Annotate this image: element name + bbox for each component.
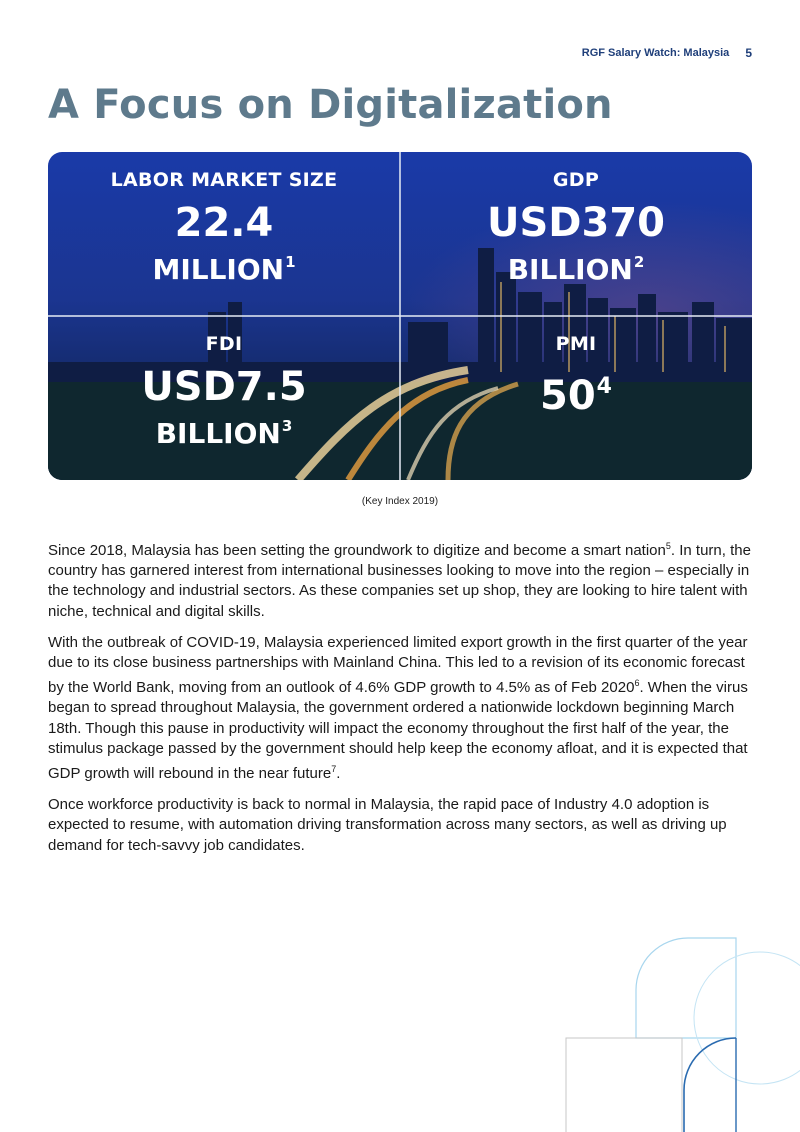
stat-value: USD7.5 bbox=[141, 364, 307, 410]
text-run: . bbox=[336, 765, 341, 783]
key-stats-panel bbox=[48, 152, 752, 480]
decorative-shapes bbox=[560, 930, 800, 1132]
paragraph bbox=[48, 633, 752, 784]
stat-value-line bbox=[400, 365, 752, 418]
text-run: . In turn, the country has garnered interest from international businesses looking to move into the region – especially in the technology and industrial sectors. As these companies set up shop, they are looking to hire talent with niche, technical and digital skills. bbox=[48, 542, 751, 620]
stat-unit: MILLION bbox=[152, 253, 285, 286]
stat-unit-line bbox=[48, 409, 400, 451]
stat-pmi bbox=[400, 316, 752, 480]
stat-label: LABOR MARKET SIZE bbox=[110, 169, 338, 191]
text-run: . When the virus began to spread throughout Malaysia, the government ordered a nationwide lockdown beginning March 18th. Though this pause in productivity will impact the economy throughout the first half of the year, the stimulus package passed by the government should help keep the economy afloat, and it is expected that GDP growth will rebound in the near future bbox=[48, 679, 748, 783]
footnote-ref: 1 bbox=[285, 253, 296, 271]
stat-value: 22.4 bbox=[174, 200, 274, 246]
stat-value: USD370 bbox=[487, 200, 665, 246]
stat-unit: BILLION bbox=[507, 253, 633, 286]
body-text bbox=[48, 536, 752, 867]
stat-gdp bbox=[400, 152, 752, 316]
stat-unit: BILLION bbox=[155, 417, 281, 450]
footnote-ref: 7 bbox=[331, 764, 337, 775]
footnote-ref: 2 bbox=[633, 253, 645, 271]
panel-caption: (Key Index 2019) bbox=[361, 496, 439, 507]
text-run: With the outbreak of COVID-19, Malaysia experienced limited export growth in the first quarter of the year due to its close business partnerships with Mainland China. This led to a revision of its economic forecast by the World Bank, moving from an outlook of 4.6% GDP growth to 4.5% as of Feb 2020 bbox=[48, 633, 748, 697]
paragraph bbox=[48, 536, 752, 622]
running-header bbox=[582, 46, 752, 60]
stat-fdi bbox=[48, 316, 400, 480]
stat-value: 50 bbox=[540, 373, 596, 419]
stat-labor-market-size bbox=[48, 152, 400, 316]
footnote-ref: 3 bbox=[281, 417, 293, 435]
page-number: 5 bbox=[745, 46, 752, 60]
paragraph: Once workforce productivity is back to normal in Malaysia, the rapid pace of Industry 4.0 adoption is expected to resume, with automation driving transformation across many sectors, as well as driving up demand for tech-savvy job candidates. bbox=[48, 796, 727, 854]
stat-unit-line bbox=[48, 245, 400, 287]
footnote-ref: 6 bbox=[634, 678, 640, 689]
stat-label: FDI bbox=[205, 333, 243, 355]
report-title: RGF Salary Watch: Malaysia bbox=[581, 47, 730, 59]
footnote-ref: 5 bbox=[665, 541, 671, 551]
text-run: Since 2018, Malaysia has been setting the groundwork to digitize and become a smart nation bbox=[48, 542, 666, 559]
stat-label: GDP bbox=[552, 169, 600, 191]
stat-label: PMI bbox=[555, 333, 597, 355]
stat-unit-line bbox=[400, 245, 752, 287]
footnote-ref: 4 bbox=[596, 374, 612, 399]
page-title: A Focus on Digitalization bbox=[48, 82, 613, 128]
